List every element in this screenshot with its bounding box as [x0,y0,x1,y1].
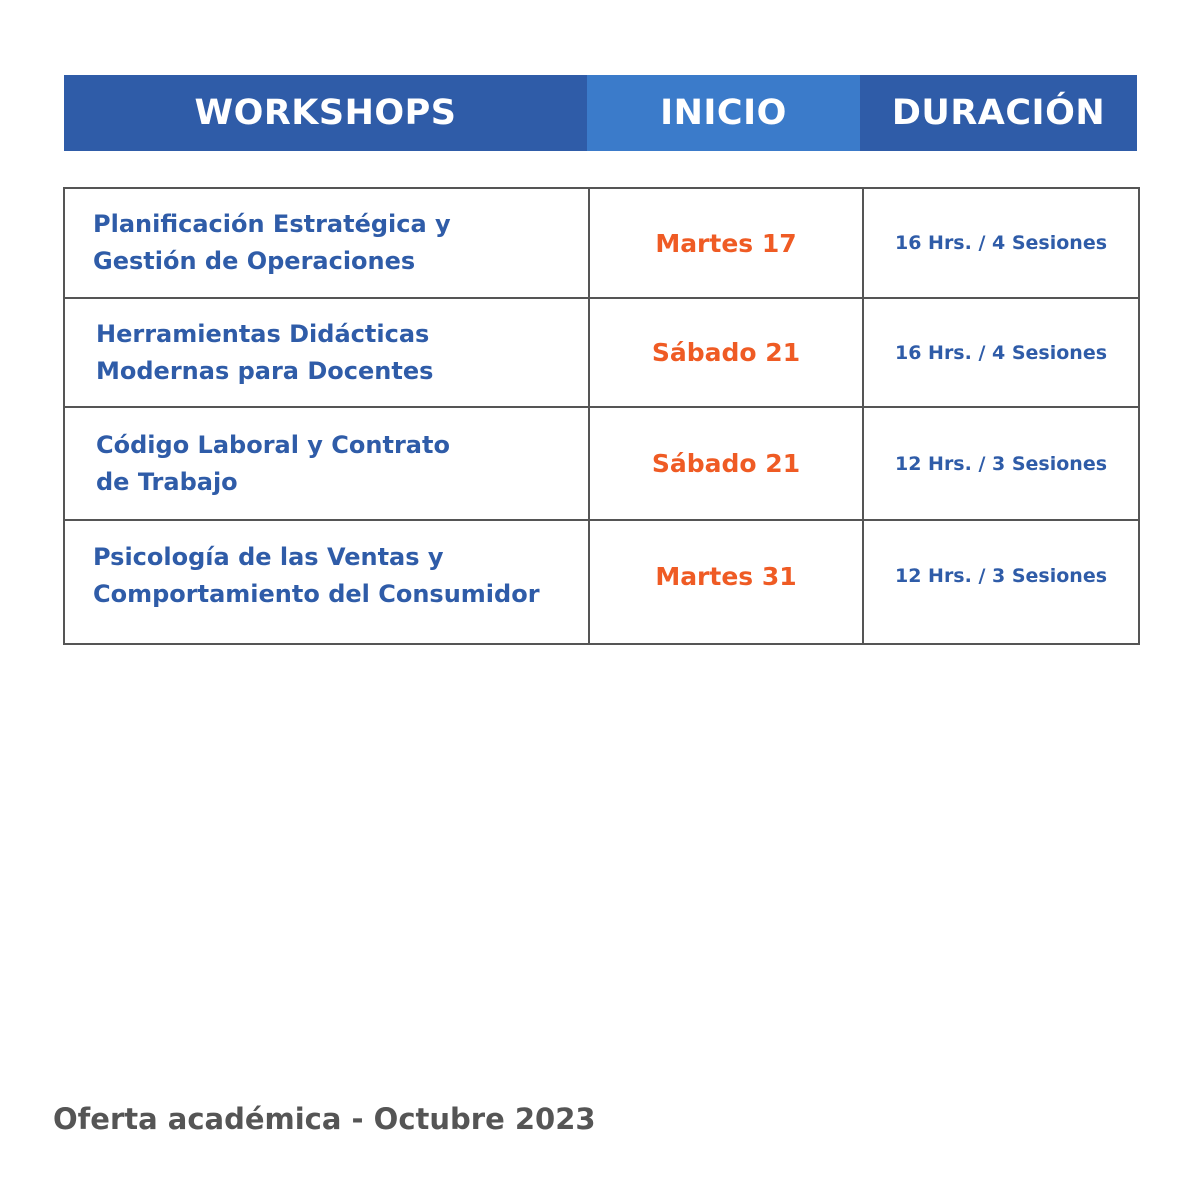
workshop-duration: 16 Hrs. / 4 Sesiones [863,298,1139,407]
workshop-start: Martes 17 [589,188,863,298]
workshops-table [63,187,1140,645]
header-duracion: DURACIÓN [860,75,1137,151]
table-row [64,407,1139,520]
workshop-start: Martes 31 [589,520,863,644]
workshop-name: Planificación Estratégica y Gestión de Operaciones [64,188,589,298]
workshop-name: Herramientas Didácticas Modernas para Docentes [64,298,589,407]
table-row [64,188,1139,298]
table-row [64,520,1139,644]
workshop-duration: 16 Hrs. / 4 Sesiones [863,188,1139,298]
workshop-duration: 12 Hrs. / 3 Sesiones [863,407,1139,520]
workshop-name: Psicología de las Ventas y Comportamiento del Consumidor [64,520,589,644]
table-row [64,298,1139,407]
header-workshops: WORKSHOPS [64,75,587,151]
footer-caption: Oferta académica - Octubre 2023 [53,1102,596,1136]
workshop-duration: 12 Hrs. / 3 Sesiones [863,520,1139,644]
table-header [64,75,1137,151]
workshop-start: Sábado 21 [589,298,863,407]
workshop-name: Código Laboral y Contrato de Trabajo [64,407,589,520]
workshop-start: Sábado 21 [589,407,863,520]
header-inicio: INICIO [587,75,860,151]
